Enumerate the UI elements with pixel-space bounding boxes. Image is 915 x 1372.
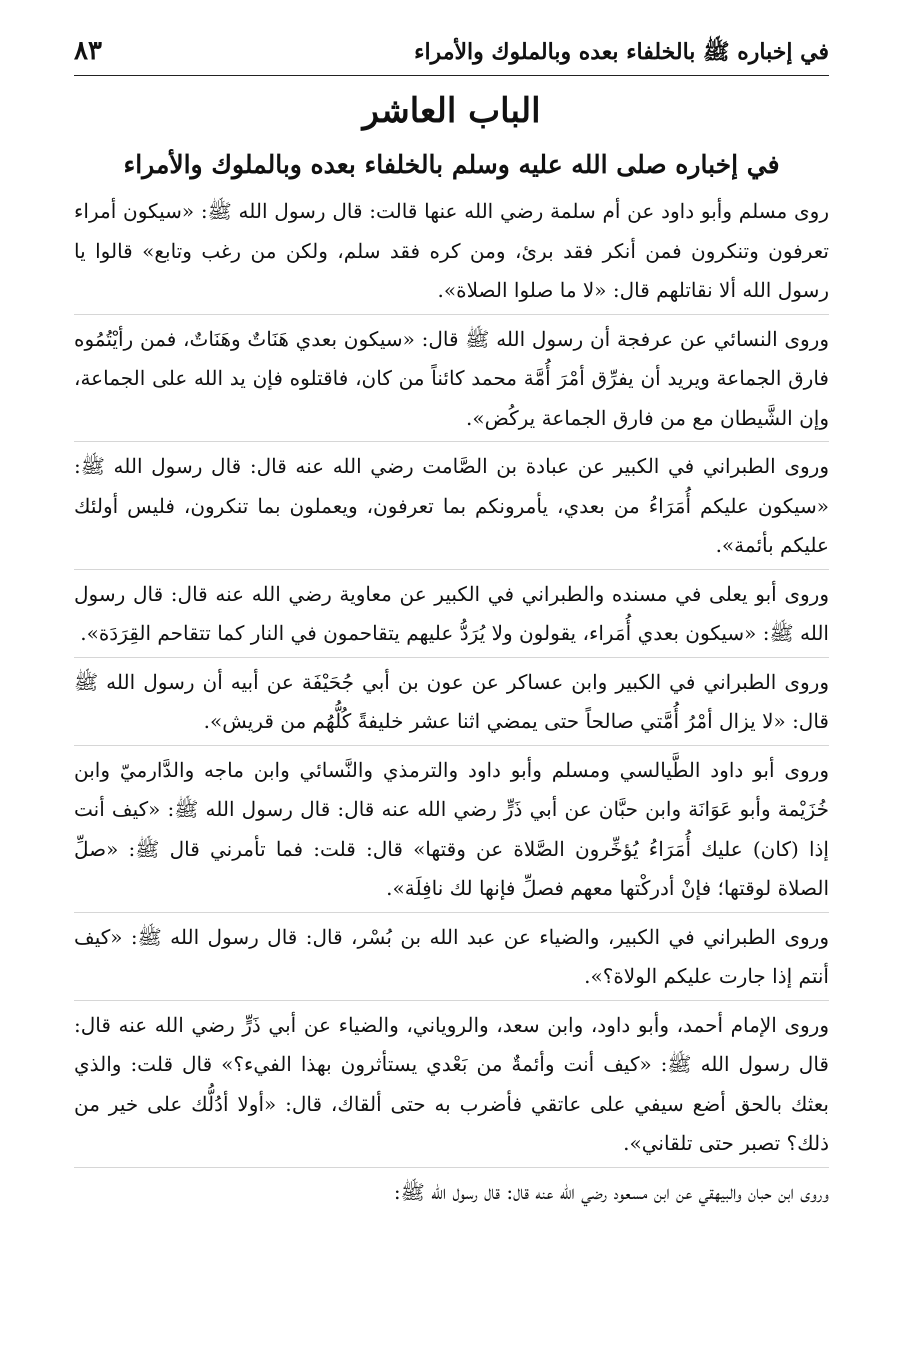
- paragraph: وروى الطبراني في الكبير عن عبادة بن الصَّامت رضي الله عنه قال: قال رسول الله ﷺ: «سيكون عليكم أُمَرَاءُ من بعدي، يأمرونكم بما تعرفون، ويعملون بما تنكرون، فليس أولئك عليكم بأئمة».: [74, 447, 829, 570]
- paragraph: وروى أبو يعلى في مسنده والطبراني في الكبير عن معاوية رضي الله عنه قال: قال رسول الله ﷺ: «سيكون بعدي أُمَراء، يقولون ولا يُرَدُّ عليهم يتقاحمون في النار كما تتقاحم القِرَدَة».: [74, 575, 829, 658]
- paragraph: وروى الطبراني في الكبير وابن عساكر عن عون بن أبي جُحَيْفَة عن أبيه أن رسول الله ﷺ قال: «لا يزال أمْرُ أُمَّتي صالحاً حتى يمضي اثنا عشر خليفةً كُلُّهُم من قريش».: [74, 663, 829, 746]
- body-text: [74, 192, 829, 1220]
- paragraph: روى مسلم وأبو داود عن أم سلمة رضي الله عنها قالت: قال رسول الله ﷺ: «سيكون أمراء تعرفون وتنكرون فمن أنكر فقد برئ، ومن كره فقد سلم، ولكن من رغب وتابع» قالوا يا رسول الله ألا نقاتلهم قال: «لا ما صلوا الصلاة».: [74, 192, 829, 315]
- chapter-subtitle: في إخباره صلى الله عليه وسلم بالخلفاء بعده وبالملوك والأمراء: [123, 150, 780, 179]
- paragraph: وروى النسائي عن عرفجة أن رسول الله ﷺ قال: «سيكون بعدي هَنَاتٌ وهَنَاتٌ، فمن رأيْتُمُوه فارق الجماعة ويريد أن يفرِّق أمْرَ أُمَّة محمد كائناً من كان، فاقتلوه فإن يد الله على الجماعة، وإن الشَّيطان مع من فارق الجماعة يركُض».: [74, 320, 829, 443]
- paragraph: وروى الطبراني في الكبير، والضياء عن عبد الله بن بُسْر، قال: قال رسول الله ﷺ: «كيف أنتم إذا جارت عليكم الولاة؟».: [74, 918, 829, 1001]
- header-divider: [74, 75, 829, 76]
- running-header: [74, 36, 829, 76]
- running-header-title: في إخباره ﷺ بالخلفاء بعده وبالملوك والأمراء: [414, 39, 829, 65]
- page-number: ٨٣: [74, 36, 102, 66]
- paragraph: وروى ابن حبان والبيهقي عن ابن مسعود رضي الله عنه قال: قال رسول الله ﷺ:: [393, 1179, 829, 1204]
- paragraph: وروى أبو داود الطَّيالسي ومسلم وأبو داود والترمذي والنَّسائي وابن ماجه والدَّارميّ وابن خُزَيْمة وأبو عَوَانَة وابن حبَّان عن أبي ذَرٍّ رضي الله عنه قال: قال رسول الله ﷺ: «كيف أنت إذا (كان) عليك أُمَرَاءُ يُؤخِّرون الصَّلاة عن وقتها» قال: قلت: فما تأمرني قال ﷺ: «صلِّ الصلاة لوقتها؛ فإنْ أدركْتها معهم فصلِّ فإنها لك نافِلَة».: [74, 751, 829, 913]
- paragraph: وروى الإمام أحمد، وأبو داود، وابن سعد، والروياني، والضياء عن أبي ذَرٍّ رضي الله عنه قال: قال رسول الله ﷺ: «كيف أنت وأئمةٌ من بَعْدي يستأثرون بهذا الفيء؟» قال قلت: والذي بعثك بالحق أضع سيفي على عاتقي فأضرب به حتى ألقاك، قال: «أولا أدُلُّك على خير من ذلك؟ تصبر حتى تلقاني».: [74, 1006, 829, 1168]
- chapter-title: الباب العاشر: [362, 91, 541, 131]
